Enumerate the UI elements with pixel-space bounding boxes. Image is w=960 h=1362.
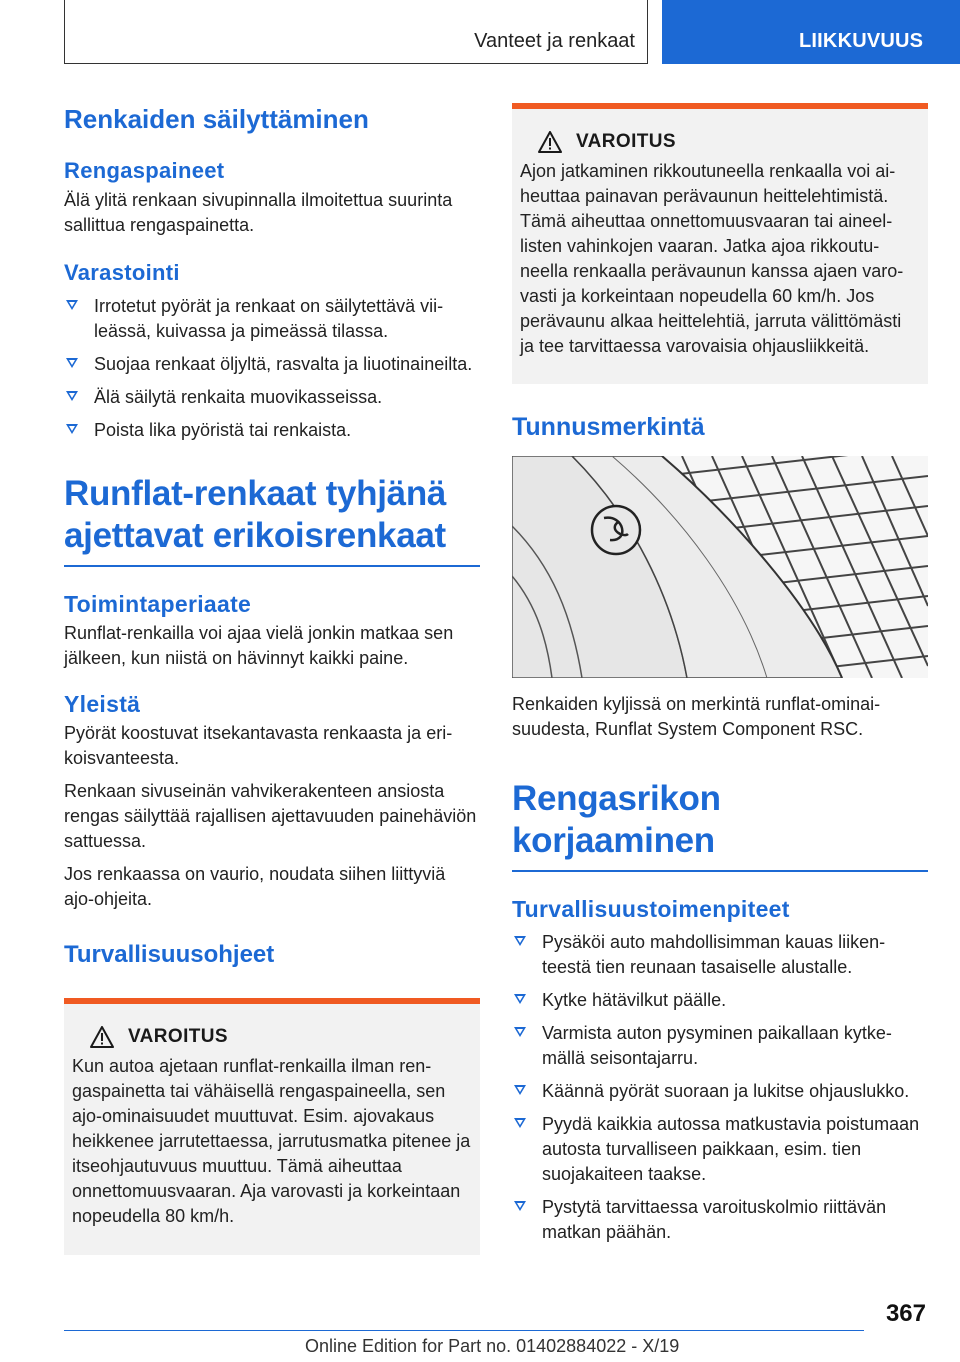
warning-text-right: Ajon jatkaminen rikkoutuneella renkaalla voi aiheuttaa painavan perävaunun heittelehtimistä. Tämä aiheuttaa onnettomuusvaaran tai aineellisten vahinkojen vaaran. Jatka ajoa rikkoutuneella renkaalla perävaunun kanssa ajaen varovasti ja korkeintaan nopeudella 60 km/h. Jos perävaunu alkaa heittelehtiä, jarruta välittömästi ja tee tarvittaessa varovaisia ohjausliikkeitä. [520, 161, 904, 356]
heading-general: Yleistä [64, 691, 141, 717]
paragraph-principle: Runflat-renkailla voi ajaa vielä jonkin matkaa sen jälkeen, kun niistä on hävinnyt kaikki paine. [64, 623, 454, 668]
heading-tire-storage: Renkaiden säilyttäminen [64, 104, 369, 134]
warning-box-left [64, 998, 480, 1255]
bullet-arrow-icon [514, 1085, 526, 1095]
warning-text-left: Kun autoa ajetaan runflat-renkailla ilman rengaspainetta tai vähäisellä rengaspaineella, sen ajo-ominaisuudet muuttuvat. Esim. ajovakaus heikkenee jarrutettaessa, jarrutusmatka pitenee ja itseohjautuvuus muuttuu. Tämä aiheuttaa onnettomuusvaaran. Aja varovasti ja korkeintaan nopeudella 80 km/h. [72, 1056, 471, 1226]
bullet-arrow-icon [514, 994, 526, 1004]
warning-triangle-icon [538, 131, 562, 153]
heading-storing: Varastointi [64, 260, 180, 285]
right-column [512, 103, 928, 1245]
heading-marking: Tunnusmerkintä [512, 413, 705, 441]
heading-safety-measures: Turvallisuustoimenpiteet [512, 896, 790, 922]
bullet-arrow-icon [514, 1201, 526, 1211]
heading-runflat: Runflat-renkaat tyhjänä ajettavat erikoisrenkaat [64, 474, 447, 555]
bullet-arrow-icon [66, 424, 78, 434]
heading-principle: Toimintaperiaate [64, 591, 252, 617]
bullet-arrow-icon [66, 391, 78, 401]
left-column [64, 100, 480, 1255]
warning-box-right [512, 103, 928, 384]
paragraph-general-2: Renkaan sivuseinän vahvikerakenteen ansiosta rengas säilyttää rajallisen ajettavuuden painehäviön sattuessa. [64, 781, 477, 851]
header-chapter-label: LIIKKUVUUS [799, 30, 924, 52]
bullet-arrow-icon [514, 1118, 526, 1128]
heading-repair-block [512, 778, 928, 872]
bullet-arrow-icon [66, 358, 78, 368]
list-item: Pystytä tarvittaessa varoituskolmio riittävän matkan päähän. [512, 1195, 928, 1245]
paragraph-general-3: Jos renkaassa on vaurio, noudata siihen liittyviä ajo-ohjeita. [64, 864, 446, 909]
page-number: 367 [885, 1300, 926, 1327]
warning-title: VAROITUS [128, 1026, 228, 1047]
storing-list [64, 294, 480, 443]
warning-title: VAROITUS [576, 131, 676, 152]
header-section-title: Vanteet ja renkaat [474, 30, 635, 52]
list-item: Pyydä kaikkia autossa matkustavia poistumaan autosta turvalliseen paikkaan, esim. tien suojakaiteen taakse. [512, 1112, 928, 1187]
warning-triangle-icon [90, 1026, 114, 1048]
heading-tire-pressure: Rengaspaineet [64, 158, 225, 183]
safety-measures-list [512, 930, 928, 1245]
list-item: Pysäköi auto mahdollisimman kauas liikenteestä tien reunaan tasaiselle alustalle. [512, 930, 928, 980]
footer-edition [305, 1336, 679, 1357]
header-section-box [64, 0, 648, 64]
list-item: Poista lika pyöristä tai renkaista. [64, 418, 480, 443]
paragraph-marking: Renkaiden kyljissä on merkintä runflat-ominaisuudesta, Runflat System Component RSC. [512, 694, 881, 739]
list-item: Varmista auton pysyminen paikallaan kytkemällä seisontajarru. [512, 1021, 928, 1071]
paragraph-tire-pressure: Älä ylitä renkaan sivupinnalla ilmoitettua suurinta sallittua rengaspainetta. [64, 190, 453, 235]
bullet-arrow-icon [514, 1027, 526, 1037]
footer-divider [64, 1330, 864, 1331]
footer-edition-text: Online Edition for Part no. 01402884022 - X/19 [305, 1336, 680, 1356]
list-item: Irrotetut pyörät ja renkaat on säilytettävä viileässä, kuivassa ja pimeässä tilassa. [64, 294, 480, 344]
bullet-arrow-icon [514, 936, 526, 946]
paragraph-general-1: Pyörät koostuvat itsekantavasta renkaasta ja erikoisvanteesta. [64, 723, 453, 768]
list-item: Kytke hätävilkut päälle. [512, 988, 928, 1013]
list-item: Älä säilytä renkaita muovikasseissa. [64, 385, 480, 410]
heading-runflat-block [64, 473, 480, 567]
tire-illustration [512, 456, 928, 678]
header-chapter-tab[interactable] [662, 0, 960, 64]
bullet-arrow-icon [66, 300, 78, 310]
list-item: Suojaa renkaat öljyltä, rasvalta ja liuotinaineilta. [64, 352, 480, 377]
heading-safety-instructions: Turvallisuusohjeet [64, 941, 275, 968]
runflat-tire-image [512, 456, 928, 678]
list-item: Käännä pyörät suoraan ja lukitse ohjauslukko. [512, 1079, 928, 1104]
heading-repair: Rengasrikon korjaaminen [512, 779, 721, 860]
